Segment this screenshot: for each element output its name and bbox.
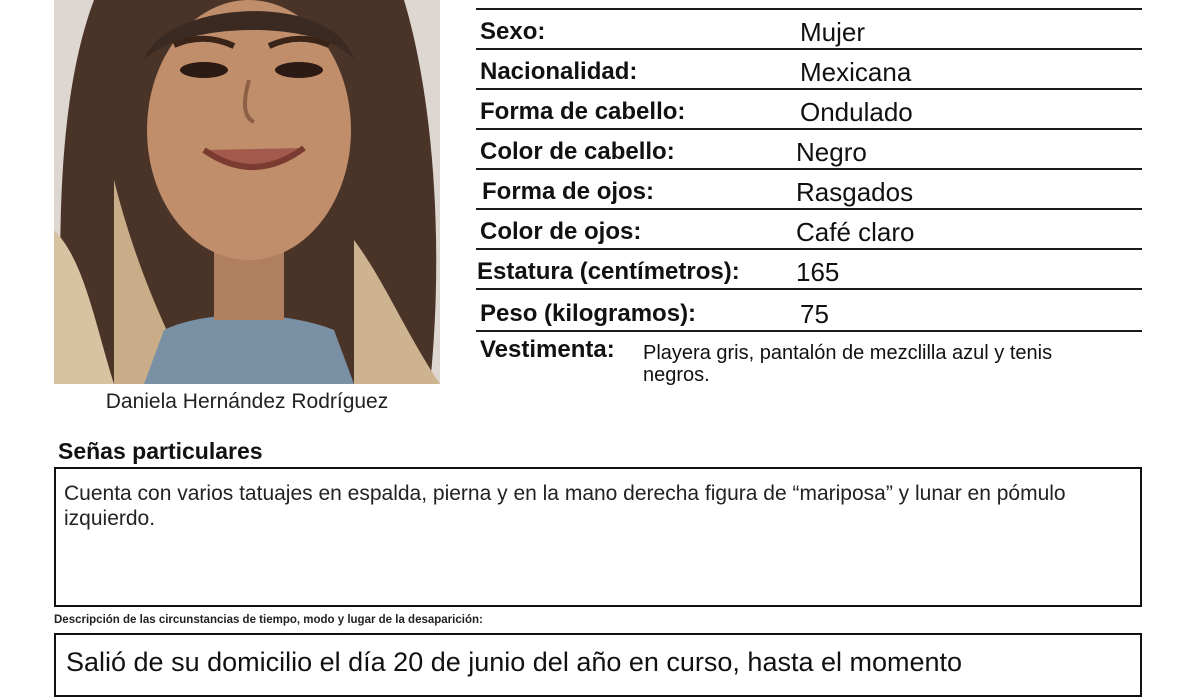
attr-row-color-cabello xyxy=(476,128,1142,170)
attr-value: Mexicana xyxy=(800,57,912,87)
attr-label: Peso (kilogramos): xyxy=(480,300,697,327)
senas-text: Cuenta con varios tatuajes en espalda, pierna y en la mano derecha figura de “mariposa” y lunar en pómulo izquierdo. xyxy=(64,482,1066,530)
descripcion-title: Descripción de las circunstancias de tiempo, modo y lugar de la desaparición: xyxy=(54,614,483,626)
senas-box xyxy=(54,467,1142,607)
attr-value: Café claro xyxy=(796,217,915,247)
portrait-illustration xyxy=(54,0,440,384)
attr-value: 75 xyxy=(800,299,829,329)
attr-label: Color de cabello: xyxy=(480,138,675,165)
attr-value: Ondulado xyxy=(800,97,913,127)
photo-caption: Daniela Hernández Rodríguez xyxy=(105,390,389,413)
attr-label: Color de ojos: xyxy=(480,218,642,245)
attr-row-peso xyxy=(476,290,1142,332)
attr-value: Negro xyxy=(796,137,867,167)
vestimenta-value: Playera gris, pantalón de mezclilla azul y tenis negros. xyxy=(643,342,1053,386)
missing-person-photo xyxy=(54,0,440,384)
attr-row-sexo xyxy=(476,8,1142,50)
descripcion-box xyxy=(54,633,1142,697)
attr-label: Estatura (centímetros): xyxy=(477,258,740,285)
attr-label: Nacionalidad: xyxy=(480,58,638,85)
attr-label: Forma de ojos: xyxy=(482,178,655,205)
attr-row-nacionalidad xyxy=(476,48,1142,90)
attr-value: 165 xyxy=(796,257,840,287)
attr-value: Rasgados xyxy=(796,177,914,207)
attr-row-forma-ojos xyxy=(476,168,1142,210)
attr-value: Mujer xyxy=(800,17,866,47)
attr-label: Forma de cabello: xyxy=(480,98,686,125)
attr-row-color-ojos xyxy=(476,208,1142,250)
attr-row-estatura xyxy=(476,248,1142,290)
descripcion-text: Salió de su domicilio el día 20 de junio del año en curso, hasta el momento xyxy=(66,647,963,677)
attr-row-forma-cabello xyxy=(476,88,1142,130)
vestimenta-label: Vestimenta: xyxy=(480,336,615,363)
attr-label: Sexo: xyxy=(480,18,546,45)
senas-title: Señas particulares xyxy=(58,438,263,464)
